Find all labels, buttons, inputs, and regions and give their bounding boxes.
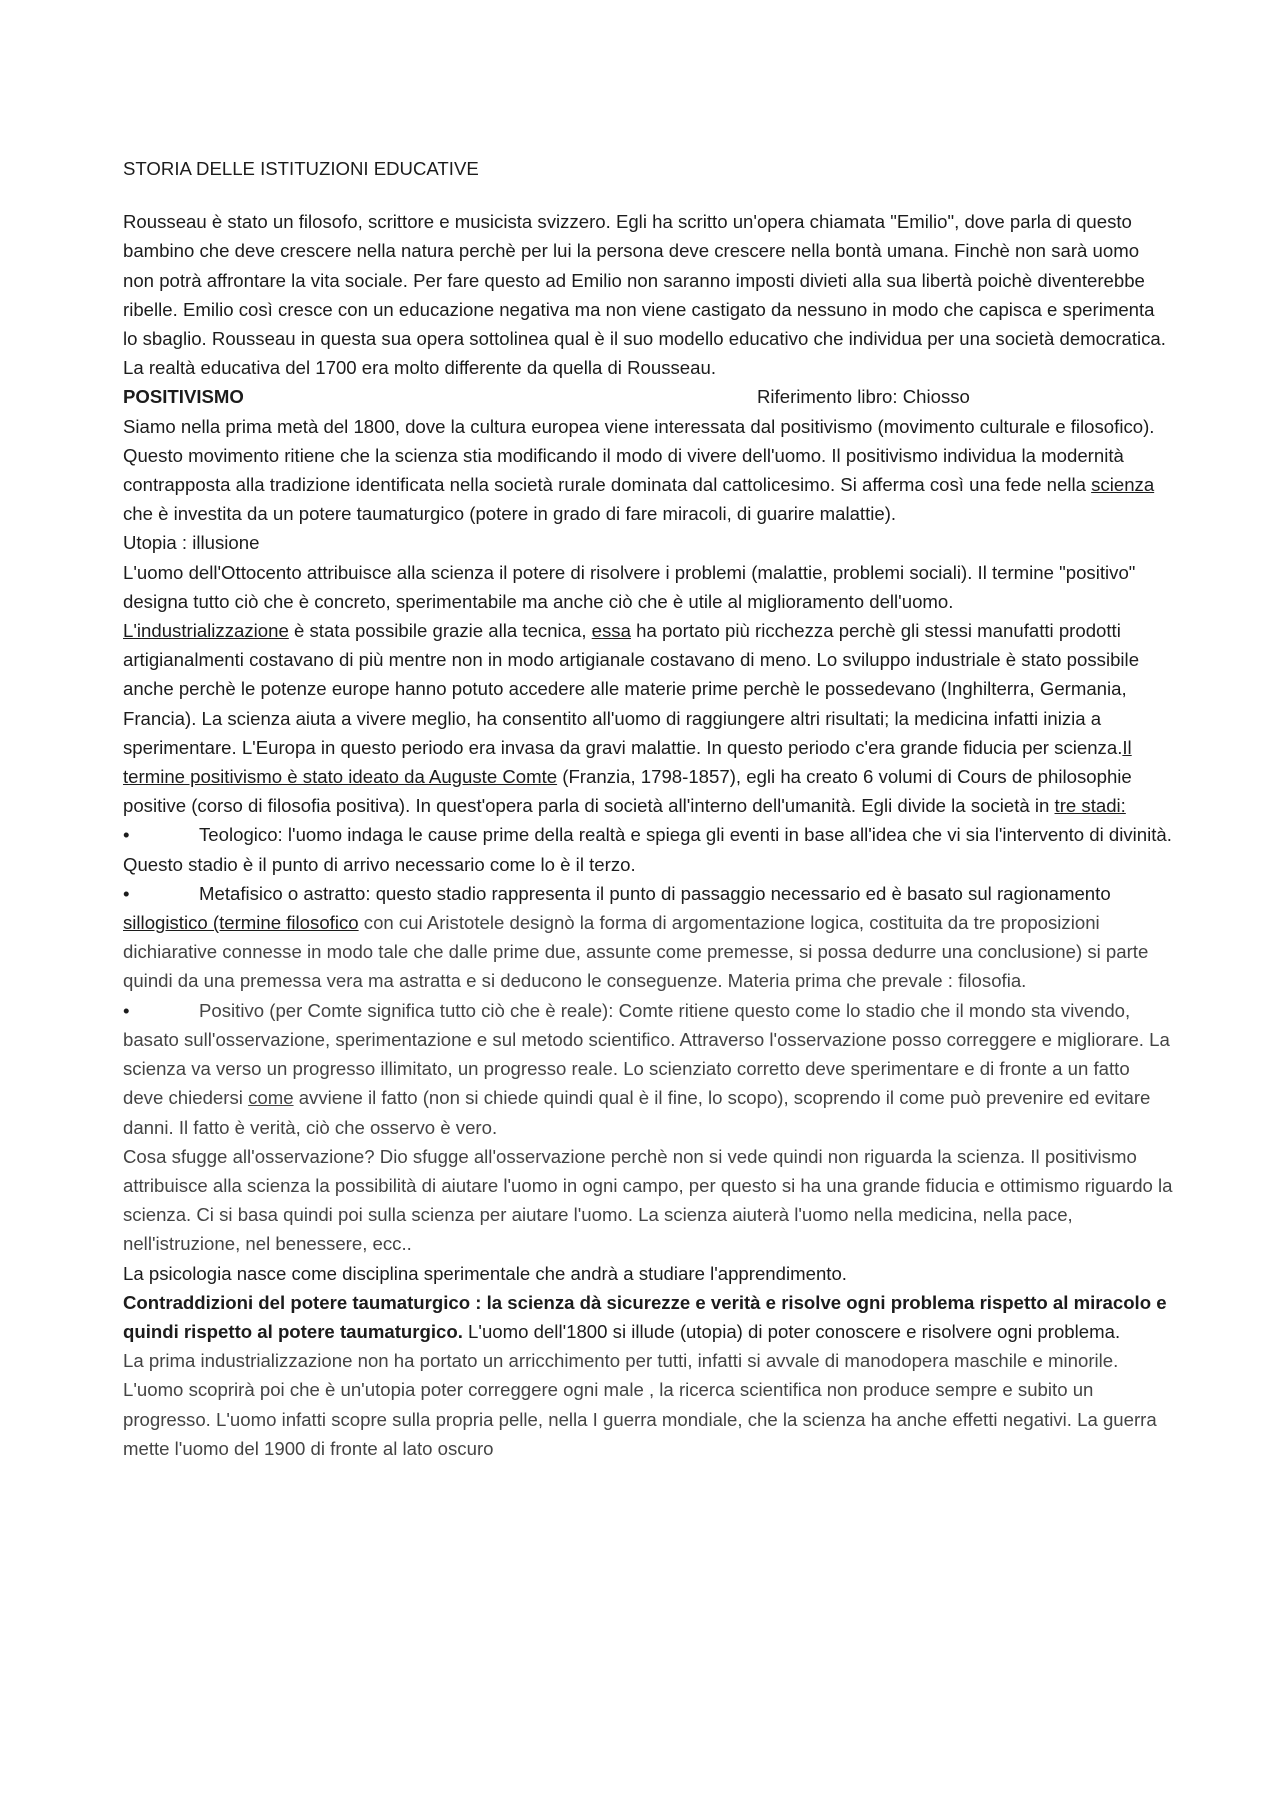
underlined-sillogistico: sillogistico (termine filosofico <box>123 912 359 934</box>
bullet: • <box>123 824 130 846</box>
section-header <box>123 382 1173 411</box>
bullet: • <box>123 882 130 904</box>
underlined-tre-stadi: tre stadi: <box>1054 795 1126 817</box>
text-segment: L'uomo dell'1800 si illude (utopia) di poter conoscere e risolvere ogni problema. <box>462 1320 1121 1342</box>
paragraph-psicologia: La psicologia nasce come disciplina sperimentale che andrà a studiare l'apprendimento. <box>123 1262 847 1284</box>
list-item-positivo <box>123 996 1173 1142</box>
text-segment: è stata possibile grazie alla tecnica, <box>288 620 592 642</box>
bullet-text: con cui Aristotele designò la forma di argomentazione logica, costituita da tre proposizioni dichiarative connesse in modo tale che dalle prime due, assunte come premesse, si possa dedurre una conclusione) si parte quindi da una premessa vera ma astratta e si deducono le conseguenze. Materia prima che prevale : filosofia. <box>123 912 1149 992</box>
paragraph-positivismo-intro <box>123 412 1173 529</box>
paragraph-ottocento: L'uomo dell'Ottocento attribuisce alla scienza il potere di risolvere i problemi (malattie, problemi sociali). Il termine "positivo" designa tutto ciò che è concreto, sperimentabile ma anche ciò che è utile al miglioramento dell'uomo. <box>123 561 1136 612</box>
bullet-text: avviene il fatto (non si chiede quindi qual è il fine, lo scopo), scoprendo il come può prevenire ed evitare danni. Il fatto è verità, ciò che osservo è vero. <box>123 1087 1151 1138</box>
paragraph-prima-industrializzazione: La prima industrializzazione non ha portato un arricchimento per tutti, infatti si avvale di manodopera maschile e minorile. L'uomo scoprirà poi che è un'utopia poter correggere ogni male , la ricerca scientifica non produce sempre e subito un progresso. L'uomo infatti scopre sulla propria pelle, nella I guerra mondiale, che la scienza ha anche effetti negativi. La guerra mette l'uomo del 1900 di fronte al lato oscuro <box>123 1350 1157 1459</box>
section-heading-positivismo: POSITIVISMO <box>123 386 244 408</box>
paragraph-contraddizioni <box>123 1288 1173 1346</box>
text-segment: che è investita da un potere taumaturgico (potere in grado di fare miracoli, di guarire malattie). <box>123 503 897 525</box>
text-segment: Siamo nella prima metà del 1800, dove la cultura europea viene interessata dal positivismo (movimento culturale e filosofico). Questo movimento ritiene che la scienza stia modificando il modo di vivere dell'uomo. Il positivismo individua la modernità contrapposta alla tradizione identificata nella società rurale dominata dal cattolicesimo. Si afferma così una fede nella <box>123 415 1155 496</box>
bold-statement: Contraddizioni del potere taumaturgico : la scienza dà sicurezze e verità e risolve ogni problema rispetto al miracolo e quindi rispetto al potere taumaturgico. <box>123 1291 1167 1342</box>
paragraph-industrializzazione <box>123 616 1173 820</box>
underlined-industrializzazione: L'industrializzazione <box>123 620 289 642</box>
underlined-come: come <box>248 1087 294 1109</box>
underlined-comte: Il termine positivismo è stato ideato da Auguste Comte <box>123 736 1132 788</box>
document-title: STORIA DELLE ISTITUZIONI EDUCATIVE <box>123 158 479 179</box>
utopia-definition: Utopia : illusione <box>123 532 260 554</box>
bullet-text: Positivo (per Comte significa tutto ciò che è reale): Comte ritiene questo come lo stadio che il mondo sta vivendo, basato sull'osservazione, sperimentazione e sul metodo scientifico. Attraverso l'osservazione posso correggere e migliorare. La scienza va verso un progresso illimitato, un progresso reale. Lo scienziato corretto deve sperimentare e di fronte a un fatto deve chiedersi <box>123 999 1170 1109</box>
paragraph-rousseau: Rousseau è stato un filosofo, scrittore e musicista svizzero. Egli ha scritto un'opera chiamata "Emilio", dove parla di questo bambino che deve crescere nella natura perchè per lui la persona deve crescere nella bontà umana. Finchè non sarà uomo non potrà affrontare la vita sociale. Per fare questo ad Emilio non saranno imposti divieti alla sua libertà poichè diventerebbe ribelle. Emilio così cresce con un educazione negativa ma non viene castigato da nessuno in modo che capisca e sperimenta lo sbaglio. Rousseau in questa sua opera sottolinea qual è il suo modello educativo che individua per una società democratica. La realtà educativa del 1700 era molto differente da quella di Rousseau. <box>123 211 1166 379</box>
list-item-metafisico <box>123 879 1173 996</box>
document-page <box>123 154 1173 1463</box>
underlined-essa: essa <box>591 620 631 642</box>
bullet-text: Metafisico o astratto: questo stadio rappresenta il punto di passaggio necessario ed è basato sul ragionamento <box>199 882 1111 904</box>
list-item-teologico <box>123 820 1173 878</box>
bullet: • <box>123 999 130 1021</box>
text-segment: (Franzia, 1798-1857), egli ha creato 6 volumi di Cours de philosophie positive (corso di filosofia positiva). In quest'opera parla di società all'interno dell'umanità. Egli divide la società in <box>123 766 1132 817</box>
bullet-text: Teologico: l'uomo indaga le cause prime della realtà e spiega gli eventi in base all'idea che vi sia l'intervento di divinità. Questo stadio è il punto di arrivo necessario come lo è il terzo. <box>123 824 1172 875</box>
book-reference: Riferimento libro: Chiosso <box>757 386 970 408</box>
paragraph-osservazione: Cosa sfugge all'osservazione? Dio sfugge all'osservazione perchè non si vede quindi non riguarda la scienza. Il positivismo attribuisce alla scienza la possibilità di aiutare l'uomo in ogni campo, per questo si ha una grande fiducia e ottimismo riguardo la scienza. Ci si basa quindi poi sulla scienza per aiutare l'uomo. La scienza aiuterà l'uomo nella medicina, nella pace, nell'istruzione, nel benessere, ecc.. <box>123 1145 1173 1255</box>
underlined-scienza: scienza <box>1091 474 1155 496</box>
text-segment: ha portato più ricchezza perchè gli stessi manufatti prodotti artigianalmenti costavano di più mentre non in modo artigianale costavano di meno. Lo sviluppo industriale è stato possibile anche perchè le potenze europe hanno potuto accedere alle materie prime perchè le possedevano (Inghilterra, Germania, Francia). La scienza aiuta a vivere meglio, ha consentito all'uomo di raggiungere altri risultati; la medicina infatti inizia a sperimentare. L'Europa in questo periodo era invasa da gravi malattie. In questo periodo c'era grande fiducia per scienza. <box>123 620 1140 758</box>
